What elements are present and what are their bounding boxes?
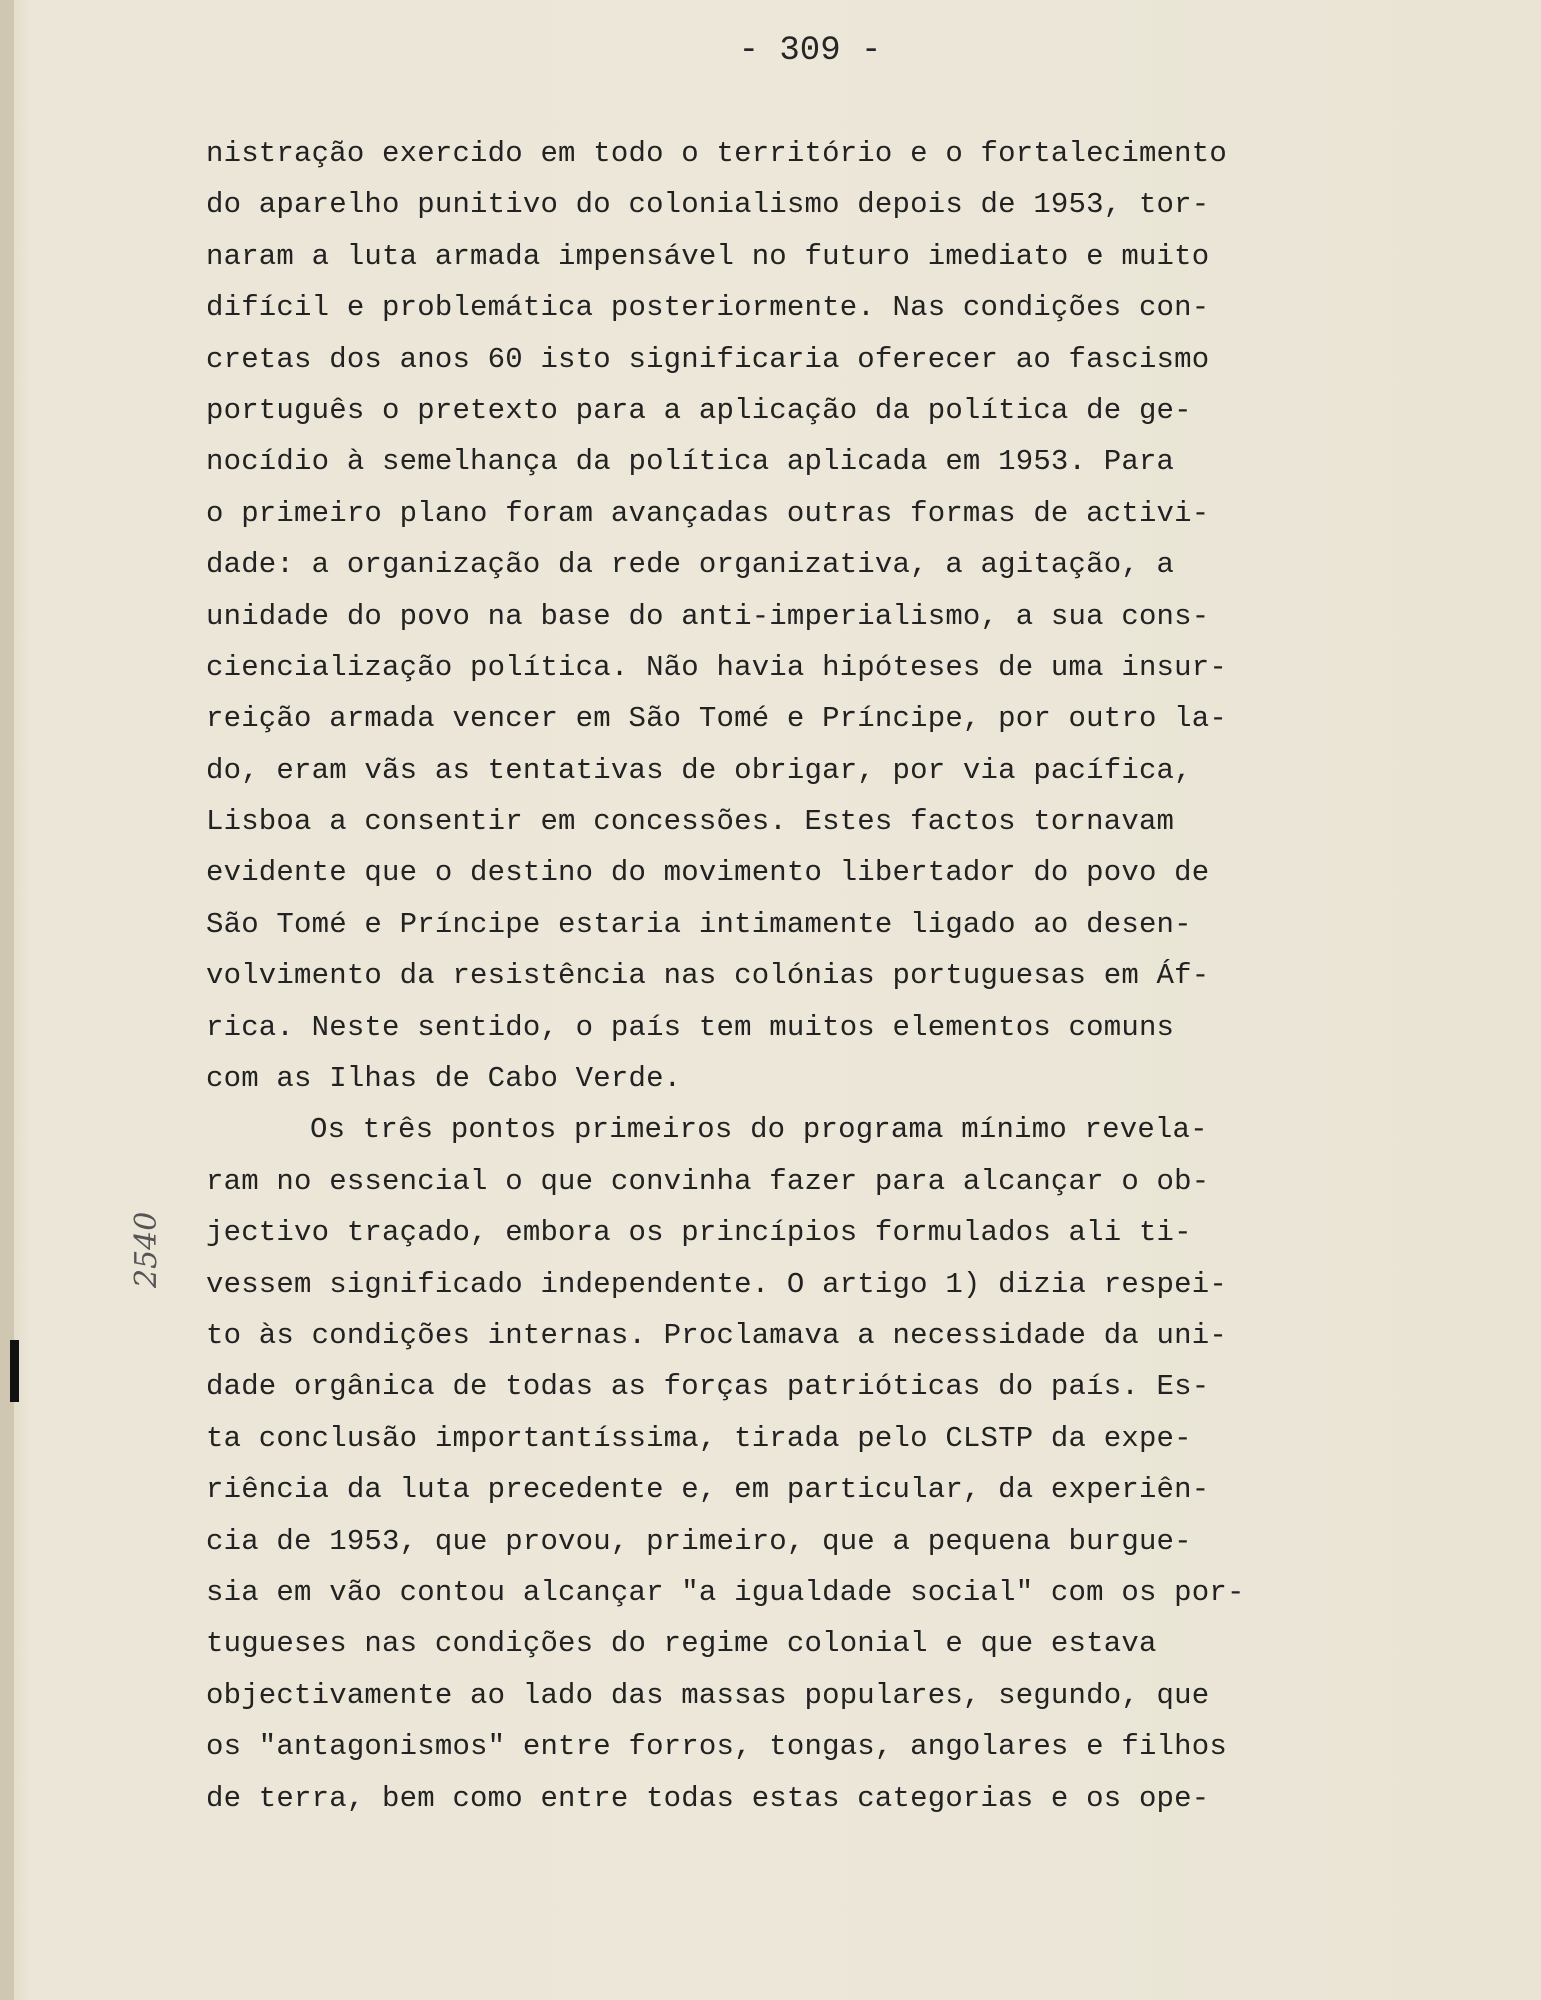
text-line: nistração exercido em todo o território e o fortalecimento [206,137,1227,170]
text-line-paragraph-start: Os três pontos primeiros do programa mínimo revela- [310,1113,1208,1147]
text-line: os "antagonismos" entre forros, tongas, angolares e filhos [206,1730,1227,1764]
text-line: ram no essencial o que convinha fazer para alcançar o ob- [206,1164,1210,1198]
text-line: to às condições internas. Proclamava a necessidade da uni- [206,1318,1227,1352]
text-line: objectivamente ao lado das massas populares, segundo, que [206,1678,1210,1712]
text-line: volvimento da resistência nas colónias portuguesas em Áf- [206,959,1210,993]
text-line: cretas dos anos 60 isto significaria oferecer ao fascismo [206,342,1210,376]
text-line: do aparelho punitivo do colonialismo depois de 1953, tor- [206,188,1210,222]
text-line: do, eram vãs as tentativas de obrigar, por via pacífica, [206,753,1192,787]
text-line: dade orgânica de todas as forças patrióticas do país. Es- [206,1370,1210,1404]
text-line: vessem significado independente. O artigo 1) dizia respei- [206,1267,1227,1301]
text-line: nocídio à semelhança da política aplicada em 1953. Para [206,445,1175,479]
text-line: ta conclusão importantíssima, tirada pelo CLSTP da expe- [206,1421,1192,1455]
text-line: sia em vão contou alcançar "a igualdade social" com os por- [206,1575,1245,1609]
text-line: difícil e problemática posteriormente. Nas condições con- [206,291,1210,325]
text-line: o primeiro plano foram avançadas outras formas de activi- [206,496,1210,530]
text-line: cia de 1953, que provou, primeiro, que a pequena burgue- [206,1524,1192,1558]
text-line: São Tomé e Príncipe estaria intimamente ligado ao desen- [206,907,1192,941]
page-number: - 309 - [738,32,882,70]
text-line: jectivo traçado, embora os princípios formulados ali ti- [206,1216,1192,1250]
text-line: português o pretexto para a aplicação da política de ge- [206,393,1192,427]
text-line: dade: a organização da rede organizativa, a agitação, a [206,548,1175,582]
text-line: ciencialização política. Não havia hipóteses de uma insur- [206,650,1227,684]
text-line: naram a luta armada impensável no futuro imediato e muito [206,239,1210,273]
text-line: unidade do povo na base do anti-imperialismo, a sua cons- [206,599,1210,633]
text-line: rica. Neste sentido, o país tem muitos elementos comuns [206,1010,1175,1044]
body-text [206,128,1436,1824]
text-line: com as Ilhas de Cabo Verde. [206,1062,682,1096]
text-line: de terra, bem como entre todas estas categorias e os ope- [206,1781,1210,1815]
margin-handwritten-note: 2540 [129,1211,164,1288]
text-line: tugueses nas condições do regime colonial e que estava [206,1627,1157,1661]
margin-bar-mark [10,1340,19,1402]
text-line: reição armada vencer em São Tomé e Príncipe, por outro la- [206,702,1227,736]
text-line: riência da luta precedente e, em particular, da experiên- [206,1473,1210,1507]
text-line: Lisboa a consentir em concessões. Estes factos tornavam [206,805,1175,839]
text-line: evidente que o destino do movimento libertador do povo de [206,856,1210,890]
page-binding-edge [0,0,14,2000]
